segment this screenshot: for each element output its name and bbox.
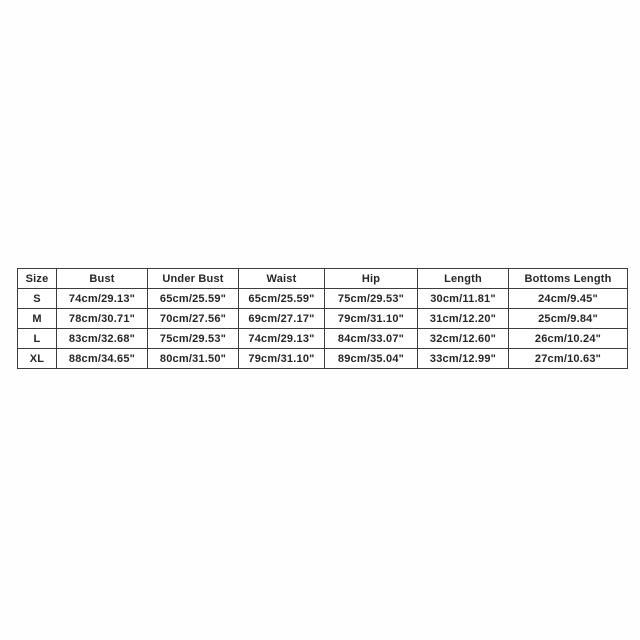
measurement-cell: 24cm/9.45": [509, 289, 628, 309]
measurement-cell: 31cm/12.20": [418, 309, 509, 329]
size-label-cell: L: [18, 329, 57, 349]
size-chart-body: [18, 289, 628, 369]
size-chart-table: [17, 268, 628, 369]
measurement-cell: 74cm/29.13": [57, 289, 148, 309]
size-chart-header-row: [18, 269, 628, 289]
measurement-cell: 65cm/25.59": [239, 289, 325, 309]
measurement-cell: 26cm/10.24": [509, 329, 628, 349]
measurement-cell: 75cm/29.53": [148, 329, 239, 349]
size-label-cell: XL: [18, 349, 57, 369]
measurement-cell: 84cm/33.07": [325, 329, 418, 349]
measurement-cell: 78cm/30.71": [57, 309, 148, 329]
table-row-m: [18, 309, 628, 329]
table-row-l: [18, 329, 628, 349]
measurement-cell: 74cm/29.13": [239, 329, 325, 349]
column-header-bottoms-length: Bottoms Length: [509, 269, 628, 289]
measurement-cell: 65cm/25.59": [148, 289, 239, 309]
column-header-size: Size: [18, 269, 57, 289]
table-row-s: [18, 289, 628, 309]
measurement-cell: 79cm/31.10": [325, 309, 418, 329]
column-header-waist: Waist: [239, 269, 325, 289]
measurement-cell: 30cm/11.81": [418, 289, 509, 309]
measurement-cell: 32cm/12.60": [418, 329, 509, 349]
measurement-cell: 83cm/32.68": [57, 329, 148, 349]
measurement-cell: 70cm/27.56": [148, 309, 239, 329]
measurement-cell: 88cm/34.65": [57, 349, 148, 369]
measurement-cell: 33cm/12.99": [418, 349, 509, 369]
measurement-cell: 69cm/27.17": [239, 309, 325, 329]
size-label-cell: S: [18, 289, 57, 309]
column-header-hip: Hip: [325, 269, 418, 289]
table-row-xl: [18, 349, 628, 369]
measurement-cell: 79cm/31.10": [239, 349, 325, 369]
measurement-cell: 80cm/31.50": [148, 349, 239, 369]
column-header-length: Length: [418, 269, 509, 289]
measurement-cell: 89cm/35.04": [325, 349, 418, 369]
column-header-bust: Bust: [57, 269, 148, 289]
column-header-under-bust: Under Bust: [148, 269, 239, 289]
measurement-cell: 27cm/10.63": [509, 349, 628, 369]
measurement-cell: 25cm/9.84": [509, 309, 628, 329]
size-label-cell: M: [18, 309, 57, 329]
measurement-cell: 75cm/29.53": [325, 289, 418, 309]
